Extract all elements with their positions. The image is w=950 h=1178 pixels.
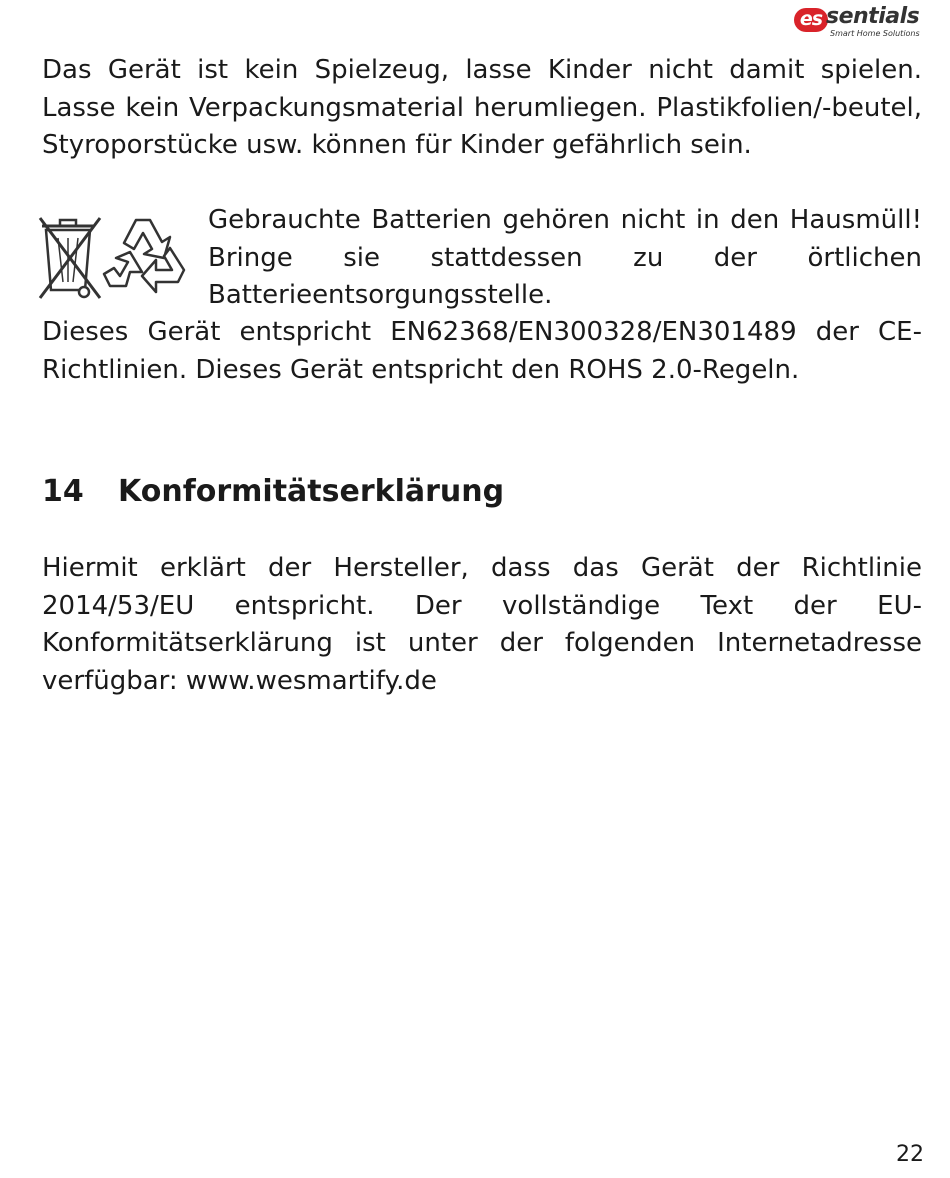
recycling-symbol-icon	[104, 220, 184, 292]
declaration-paragraph: Hiermit erklärt der Hersteller, dass das Gerät der Richtlinie 2014/53/EU entspricht. Der vollständige Text der EU-Konformitätserklärung ist unter der folgenden Internetadresse verfügbar: www.wesmartify.de	[42, 553, 922, 696]
batteries-paragraph: Gebrauchte Batterien gehören nicht in den Hausmüll! Bringe sie stattdessen zu der örtlichen Batterieentsorgungsstelle.	[208, 205, 922, 310]
logo-tagline: Smart Home Solutions	[830, 29, 920, 38]
crossed-out-wheelie-bin-icon	[40, 218, 100, 298]
logo-wordmark: sentials	[826, 4, 920, 29]
brand-logo	[794, 6, 924, 40]
logo-mark: es	[794, 8, 828, 32]
section-number: 14	[42, 474, 84, 509]
compliance-paragraph: Dieses Gerät entspricht EN62368/EN300328/EN301489 der CE-Richtlinien. Dieses Gerät entspricht den ROHS 2.0-Regeln.	[42, 317, 922, 385]
section-heading	[42, 470, 504, 514]
page-number: 22	[896, 1142, 924, 1167]
safety-paragraph: Das Gerät ist kein Spielzeug, lasse Kinder nicht damit spielen. Lasse kein Verpackungsmaterial herumliegen. Plastikfolien/-beutel, Styroporstücke usw. können für Kinder gefährlich sein.	[42, 55, 922, 160]
disposal-symbols	[38, 208, 198, 304]
section-title: Konformitätserklärung	[118, 474, 505, 509]
